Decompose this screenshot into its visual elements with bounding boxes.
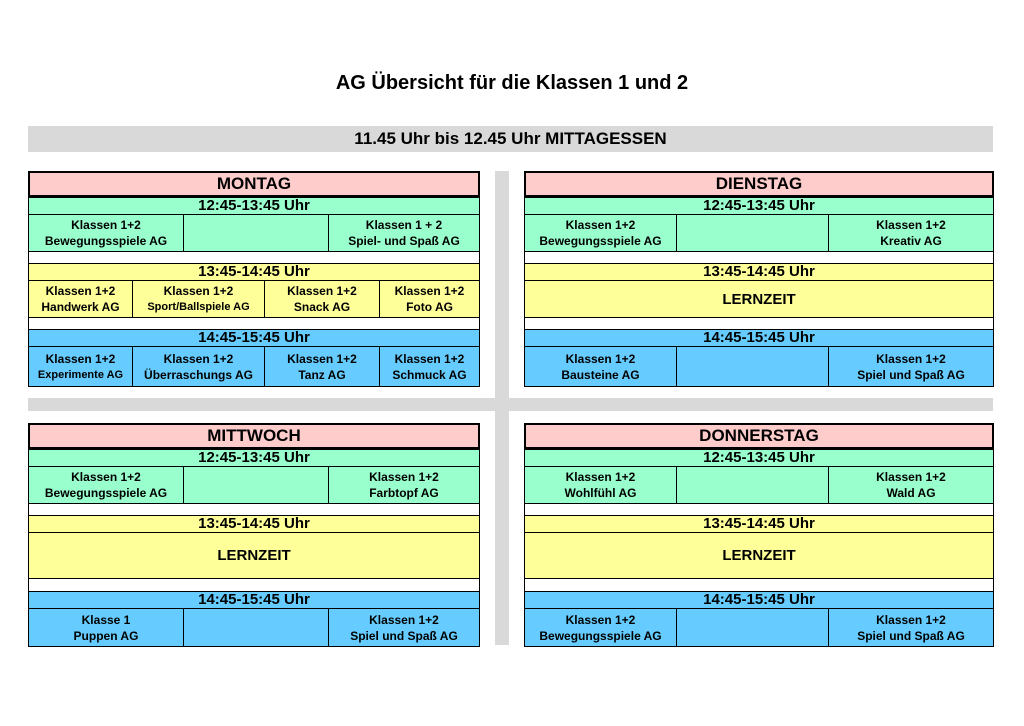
- ag-title: Kreativ AG: [880, 234, 942, 248]
- time-slot-header: 14:45-15:45 Uhr: [524, 329, 994, 347]
- page-title: AG Übersicht für die Klassen 1 und 2: [335, 72, 689, 94]
- time-slot-header: 14:45-15:45 Uhr: [28, 329, 480, 347]
- time-slot-header: 12:45-13:45 Uhr: [28, 197, 480, 215]
- ag-cell-empty: [677, 347, 829, 386]
- ag-title: Snack AG: [293, 300, 351, 314]
- ag-title: Schmuck AG: [392, 367, 467, 382]
- row-gap: [28, 504, 480, 515]
- ag-class: Klassen 1+2: [876, 218, 946, 232]
- row-gap: [524, 579, 994, 591]
- ag-class: Klassen 1+2: [876, 470, 946, 484]
- day-header: DIENSTAG: [524, 171, 994, 197]
- ag-class: Klassen 1+2: [369, 612, 439, 627]
- ag-class: Klasse 1: [81, 612, 131, 627]
- ag-cell: [329, 609, 479, 646]
- ag-class: Klassen 1+2: [394, 351, 465, 366]
- ag-cell: [380, 347, 479, 386]
- ag-class: Klassen 1 + 2: [365, 218, 443, 232]
- time-slot-header: 13:45-14:45 Uhr: [524, 515, 994, 533]
- ag-cell-empty: [184, 609, 329, 646]
- ag-title: Bewegungsspiele AG: [44, 486, 168, 500]
- lernzeit-block: LERNZEIT: [28, 533, 480, 579]
- ag-title: Wohlfühl AG: [564, 486, 637, 500]
- ag-class: Klassen 1+2: [71, 218, 141, 232]
- ag-cell: [329, 215, 479, 251]
- lunch-banner: 11.45 Uhr bis 12.45 Uhr MITTAGESSEN: [28, 126, 993, 152]
- lernzeit-block: LERNZEIT: [524, 533, 994, 579]
- ag-cell: [133, 281, 265, 317]
- ag-title: Sport/Ballspiele AG: [147, 301, 250, 313]
- ag-cell: [265, 281, 380, 317]
- ag-cell: [829, 215, 993, 251]
- time-slot-header: 12:45-13:45 Uhr: [524, 197, 994, 215]
- ag-cell: [29, 281, 133, 317]
- ag-cell-empty: [184, 215, 329, 251]
- slot-row: [28, 347, 480, 387]
- day-block-donnerstag: [524, 423, 994, 647]
- time-slot-header: 13:45-14:45 Uhr: [524, 263, 994, 281]
- day-header: MONTAG: [28, 171, 480, 197]
- ag-title: Experimente AG: [37, 368, 124, 381]
- ag-class: Klassen 1+2: [369, 470, 439, 484]
- row-gap: [28, 318, 480, 329]
- time-slot-header: 12:45-13:45 Uhr: [524, 449, 994, 467]
- ag-class: Klassen 1+2: [565, 351, 636, 366]
- ag-cell-empty: [677, 609, 829, 646]
- ag-cell: [265, 347, 380, 386]
- ag-cell: [829, 347, 993, 386]
- ag-cell: [29, 609, 184, 646]
- ag-cell: [380, 281, 479, 317]
- ag-class: Klassen 1+2: [565, 218, 636, 232]
- time-slot-header: 12:45-13:45 Uhr: [28, 449, 480, 467]
- ag-title: Bausteine AG: [561, 367, 640, 382]
- ag-cell: [29, 215, 184, 251]
- lernzeit-block: LERNZEIT: [524, 281, 994, 318]
- slot-row: [524, 347, 994, 387]
- ag-class: Klassen 1+2: [163, 351, 234, 366]
- ag-title: Handwerk AG: [41, 300, 120, 314]
- ag-class: Klassen 1+2: [287, 284, 357, 298]
- ag-title: Bewegungsspiele AG: [539, 234, 662, 248]
- ag-class: Klassen 1+2: [565, 612, 636, 627]
- ag-cell: [133, 347, 265, 386]
- ag-title: Bewegungsspiele AG: [44, 234, 168, 248]
- day-block-montag: [28, 171, 480, 387]
- time-slot-header: 13:45-14:45 Uhr: [28, 515, 480, 533]
- ag-title: Spiel und Spaß AG: [857, 628, 965, 643]
- ag-title: Überraschungs AG: [144, 367, 253, 382]
- ag-cell-empty: [184, 467, 329, 503]
- time-slot-header: 14:45-15:45 Uhr: [524, 591, 994, 609]
- ag-title: Puppen AG: [73, 628, 139, 643]
- ag-cell: [525, 215, 677, 251]
- ag-title: Bewegungsspiele AG: [539, 628, 662, 643]
- ag-class: Klassen 1+2: [876, 612, 946, 627]
- day-block-dienstag: [524, 171, 994, 387]
- time-slot-header: 14:45-15:45 Uhr: [28, 591, 480, 609]
- ag-title: Tanz AG: [298, 367, 346, 382]
- day-header: MITTWOCH: [28, 423, 480, 449]
- ag-title: Farbtopf AG: [369, 486, 439, 500]
- row-gap: [524, 318, 994, 329]
- ag-cell: [29, 347, 133, 386]
- ag-cell: [525, 347, 677, 386]
- horizontal-separator: [28, 398, 993, 411]
- slot-row: [524, 609, 994, 647]
- ag-class: Klassen 1+2: [45, 284, 116, 298]
- slot-row: [28, 215, 480, 252]
- row-gap: [524, 252, 994, 263]
- row-gap: [524, 504, 994, 515]
- ag-cell: [329, 467, 479, 503]
- ag-title: Spiel- und Spaß AG: [348, 234, 460, 248]
- slot-row: [28, 467, 480, 504]
- day-header: DONNERSTAG: [524, 423, 994, 449]
- ag-cell: [525, 609, 677, 646]
- ag-cell-empty: [677, 215, 829, 251]
- ag-cell: [525, 467, 677, 503]
- ag-title: Foto AG: [406, 300, 453, 314]
- ag-cell-empty: [677, 467, 829, 503]
- ag-cell: [29, 467, 184, 503]
- ag-cell: [829, 609, 993, 646]
- ag-title: Spiel und Spaß AG: [857, 367, 965, 382]
- ag-class: Klassen 1+2: [394, 284, 465, 298]
- day-block-mittwoch: [28, 423, 480, 647]
- slot-row: [524, 215, 994, 252]
- ag-class: Klassen 1+2: [287, 351, 357, 366]
- row-gap: [28, 252, 480, 263]
- slot-row: [524, 467, 994, 504]
- ag-class: Klassen 1+2: [163, 284, 234, 298]
- ag-class: Klassen 1+2: [71, 470, 141, 484]
- time-slot-header: 13:45-14:45 Uhr: [28, 263, 480, 281]
- slot-row: [28, 609, 480, 647]
- ag-title: Wald AG: [886, 486, 936, 500]
- ag-cell: [829, 467, 993, 503]
- ag-title: Spiel und Spaß AG: [350, 628, 458, 643]
- row-gap: [28, 579, 480, 591]
- ag-class: Klassen 1+2: [45, 351, 116, 366]
- ag-class: Klassen 1+2: [876, 351, 946, 366]
- slot-row: [28, 281, 480, 318]
- ag-class: Klassen 1+2: [565, 470, 636, 484]
